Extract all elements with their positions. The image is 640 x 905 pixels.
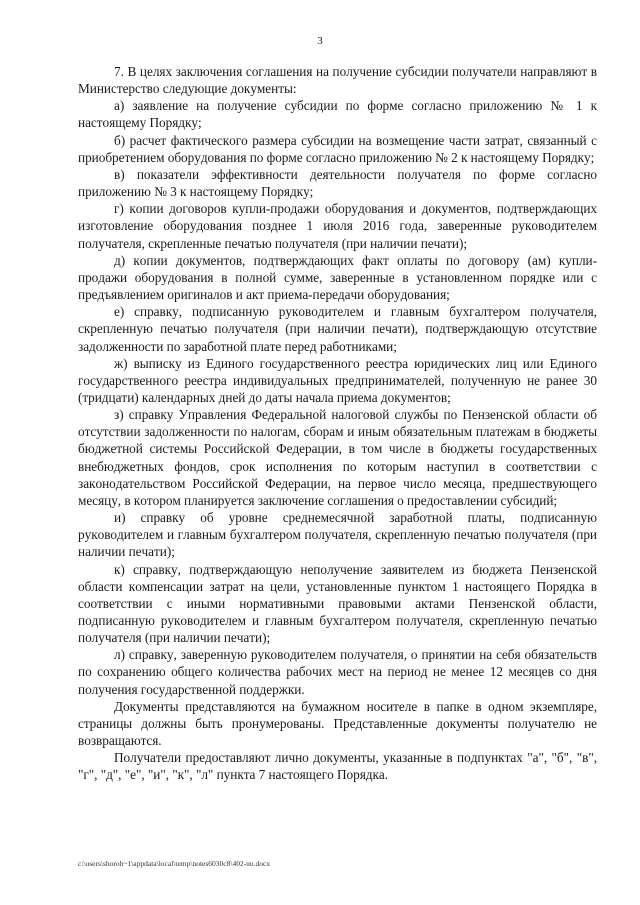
paragraph-subitem-b: б) расчет фактического размера субсидии на возмещение части затрат, связанный с приобретением оборудования по форме согласно приложению № 2 к настоящему Порядку; [78, 132, 597, 165]
footer-file-path: c:\users\shoroh~1\appdata\local\temp\notes6030c8\402-nu.docx [78, 859, 271, 868]
paragraph-subitem-g: г) копии договоров купли-продажи оборудования и документов, подтверждающих изготовление оборудования позднее 1 июля 2016 года, заверенные руководителем получателя, скрепленные печатью получателя (при наличии печати); [78, 201, 597, 251]
paragraph-subitem-e: е) справку, подписанную руководителем и главным бухгалтером получателя, скрепленную печатью получателя (при наличии печати), подтверждающую отсутствие задолженности по заработной плате перед работниками; [78, 304, 597, 354]
paragraph-item-7: 7. В целях заключения соглашения на получение субсидии получатели направляют в Министерство следующие документы: [78, 64, 597, 97]
paragraph-subitem-zh: ж) выписку из Единого государственного реестра юридических лиц или Единого государственного реестра индивидуальных предпринимателей, полученную не ранее 30 (тридцати) календарных дней до даты начала приема документов; [78, 355, 597, 405]
paragraph-subitem-v: в) показатели эффективности деятельности получателя по форме согласно приложению № 3 к настоящему Порядку; [78, 166, 597, 200]
paragraph-personal-submission: Получатели предоставляют лично документы, указанные в подпунктах "а", "б", "в", "г", "д", "е", "и", "к", "л" пункта 7 настоящего Порядка. [78, 750, 597, 783]
paragraph-subitem-k: к) справку, подтверждающую неполучение заявителем из бюджета Пензенской области компенсации затрат на цели, установленные пунктом 1 настоящего Порядка в соответствии с иными нормативными правовыми актами Пензенской области, подписанную руководителем и главным бухгалтером получателя, скрепленную печатью получателя (при наличии печати); [78, 561, 597, 646]
page-number: 3 [317, 35, 323, 47]
document-body [78, 63, 597, 784]
paragraph-documents-submission: Документы представляются на бумажном носителе в папке в одном экземпляре, страницы должны быть пронумерованы. Представленные документы получателю не возвращаются. [78, 698, 597, 749]
paragraph-subitem-d: д) копии документов, подтверждающих факт оплаты по договору (ам) купли-продажи оборудования в полной сумме, заверенные в установленном порядке или с предъявлением оригиналов и акт приема-передачи оборудования; [78, 252, 597, 303]
paragraph-subitem-l: л) справку, заверенную руководителем получателя, о принятии на себя обязательств по сохранению общего количества рабочих мест на период не менее 12 месяцев со дня получения государственной поддержки. [78, 647, 597, 697]
paragraph-subitem-a: а) заявление на получение субсидии по форме согласно приложению № 1 к настоящему Порядку; [78, 98, 597, 131]
paragraph-subitem-i: и) справку об уровне среднемесячной заработной платы, подписанную руководителем и главным бухгалтером получателя, скрепленную печатью получателя (при наличии печати); [78, 510, 597, 560]
paragraph-subitem-z: з) справку Управления Федеральной налоговой службы по Пензенской области об отсутствии задолженности по налогам, сборам и иным обязательным платежам в бюджеты бюджетной системы Российской Федерации, в том числе в бюджеты государственных внебюджетных фондов, срок исполнения по которым наступил в соответствии с законодательством Российской Федерации, на первое число месяца, предшествующего месяцу, в котором планируется заключение соглашения о предоставлении субсидий; [78, 407, 597, 508]
